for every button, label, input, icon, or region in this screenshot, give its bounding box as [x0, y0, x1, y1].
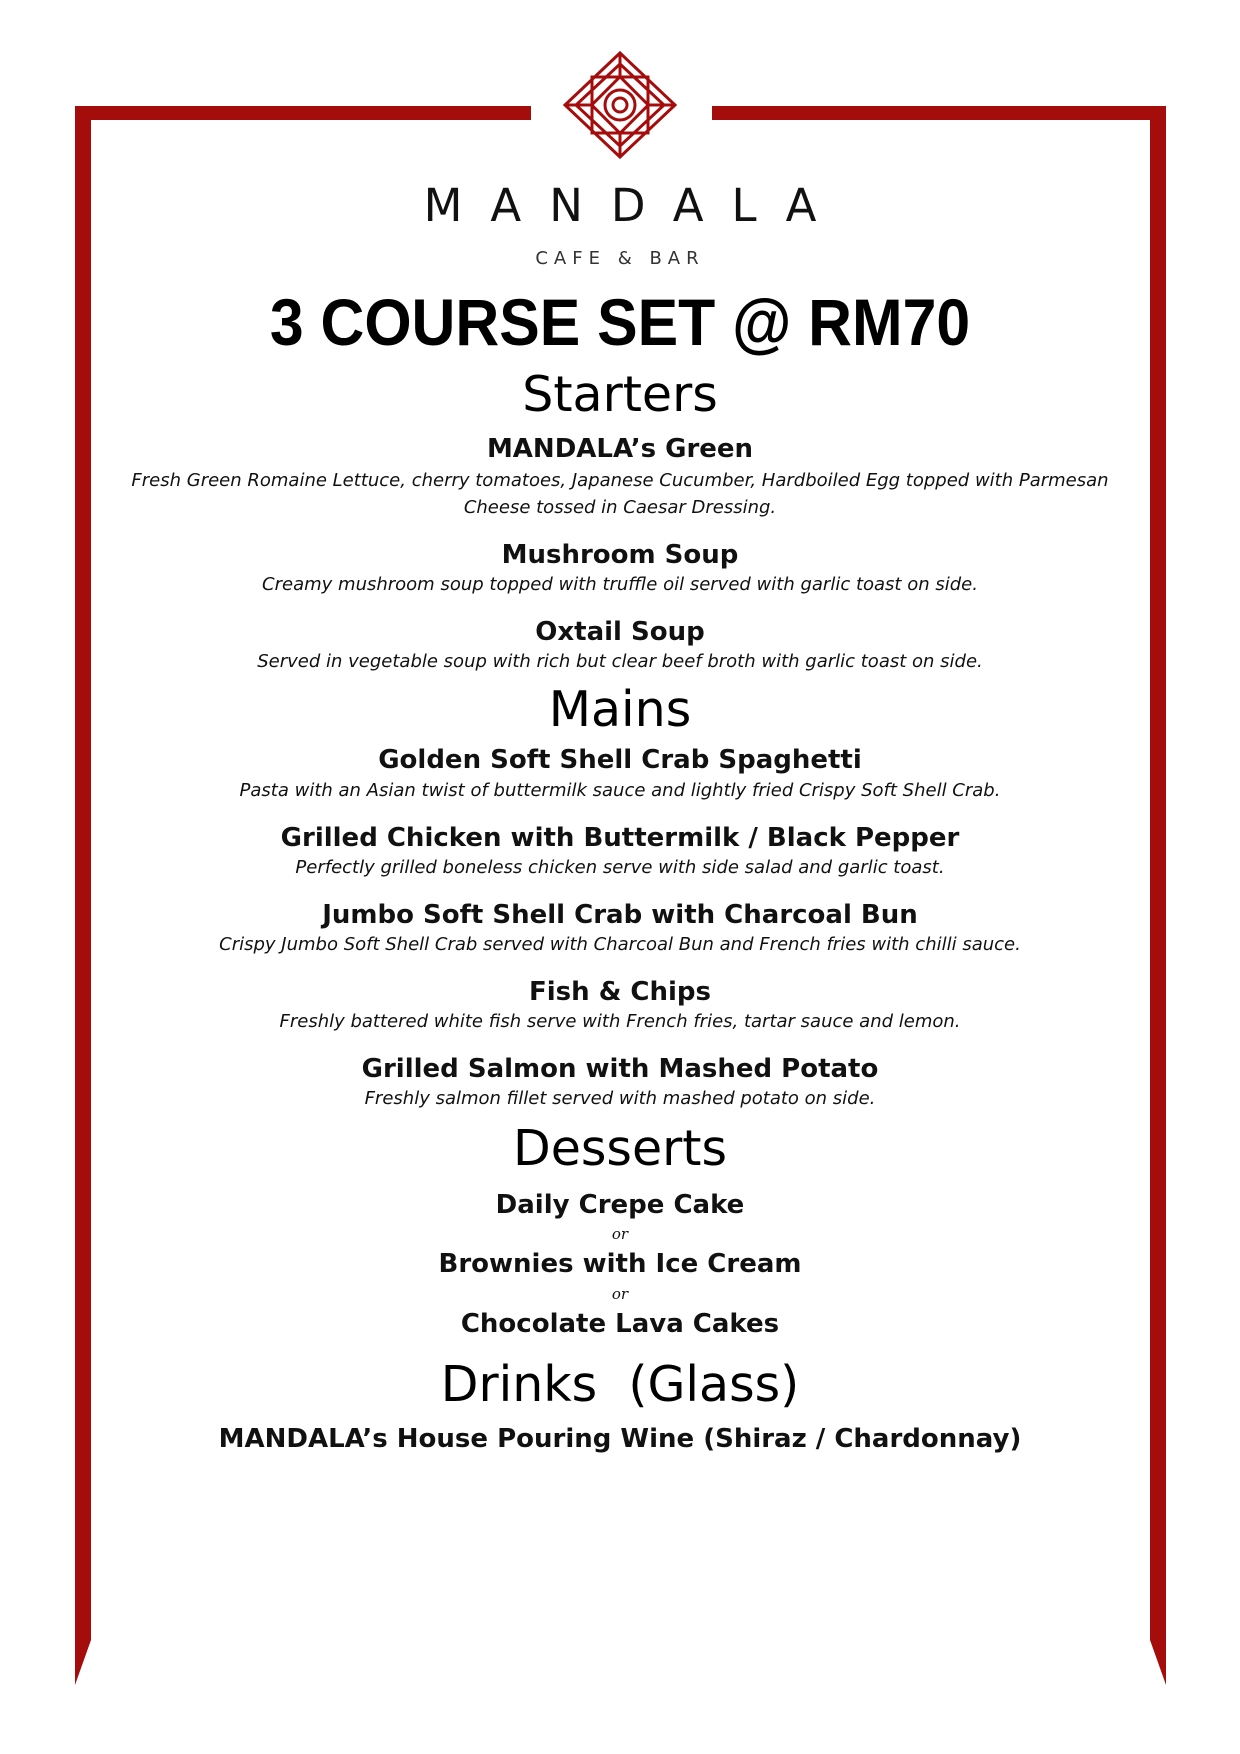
- item-description: Cheese tossed in Caesar Dressing.: [463, 497, 777, 519]
- or-separator: or: [611, 1225, 629, 1244]
- item-name: Oxtail Soup: [535, 617, 705, 648]
- item-name: Grilled Salmon with Mashed Potato: [361, 1054, 879, 1085]
- or-separator: or: [611, 1284, 629, 1303]
- item-description: Crispy Jumbo Soft Shell Crab served with Charcoal Bun and French fries with chilli sauce.: [219, 933, 1021, 955]
- item-description: Creamy mushroom soup topped with truffle oil served with garlic toast on side.: [262, 574, 978, 596]
- mandala-emblem-icon: [562, 50, 678, 160]
- brand-tagline: CAFE & BAR: [535, 248, 705, 269]
- page-title: 3 COURSE SET @ RM70: [269, 285, 971, 359]
- section-title-starters: Starters: [522, 366, 718, 423]
- item-description: Perfectly grilled boneless chicken serve with side salad and garlic toast.: [295, 856, 945, 878]
- section-title-desserts: Desserts: [513, 1120, 727, 1178]
- menu-body: [100, 368, 1140, 1455]
- brand-name: MANDALA: [423, 179, 845, 232]
- dessert-item: Chocolate Lava Cakes: [460, 1308, 780, 1339]
- menu-item: [100, 823, 1140, 881]
- menu-item: [100, 977, 1140, 1035]
- item-name: Jumbo Soft Shell Crab with Charcoal Bun: [322, 899, 918, 930]
- menu-item: [100, 900, 1140, 958]
- item-name: Golden Soft Shell Crab Spaghetti: [378, 745, 862, 776]
- menu-item: [100, 617, 1140, 675]
- section-title-mains: Mains: [548, 681, 692, 739]
- item-description: Served in vegetable soup with rich but clear beef broth with garlic toast on side.: [257, 651, 983, 673]
- menu-item: [100, 1054, 1140, 1112]
- item-description: Freshly battered white fish serve with French fries, tartar sauce and lemon.: [279, 1011, 961, 1033]
- item-name: Grilled Chicken with Buttermilk / Black Pepper: [280, 822, 960, 853]
- drink-item: MANDALA’s House Pouring Wine (Shiraz / Chardonnay): [218, 1423, 1022, 1454]
- item-description: Fresh Green Romaine Lettuce, cherry tomatoes, Japanese Cucumber, Hardboiled Egg topped with Parmesan: [131, 470, 1109, 492]
- item-name: MANDALA’s Green: [486, 433, 754, 464]
- item-name: Fish & Chips: [528, 976, 712, 1007]
- item-description: Pasta with an Asian twist of buttermilk sauce and lightly fried Crispy Soft Shell Crab.: [239, 779, 1001, 801]
- dessert-item: Brownies with Ice Cream: [438, 1249, 802, 1280]
- section-title-drinks: Drinks (Glass): [440, 1355, 800, 1413]
- item-name: Mushroom Soup: [501, 540, 739, 571]
- menu-item: [100, 540, 1140, 598]
- menu-item: [100, 745, 1140, 803]
- dessert-item: Daily Crepe Cake: [495, 1190, 745, 1221]
- item-description: Freshly salmon fillet served with mashed potato on side.: [364, 1088, 876, 1110]
- menu-item: [100, 434, 1140, 521]
